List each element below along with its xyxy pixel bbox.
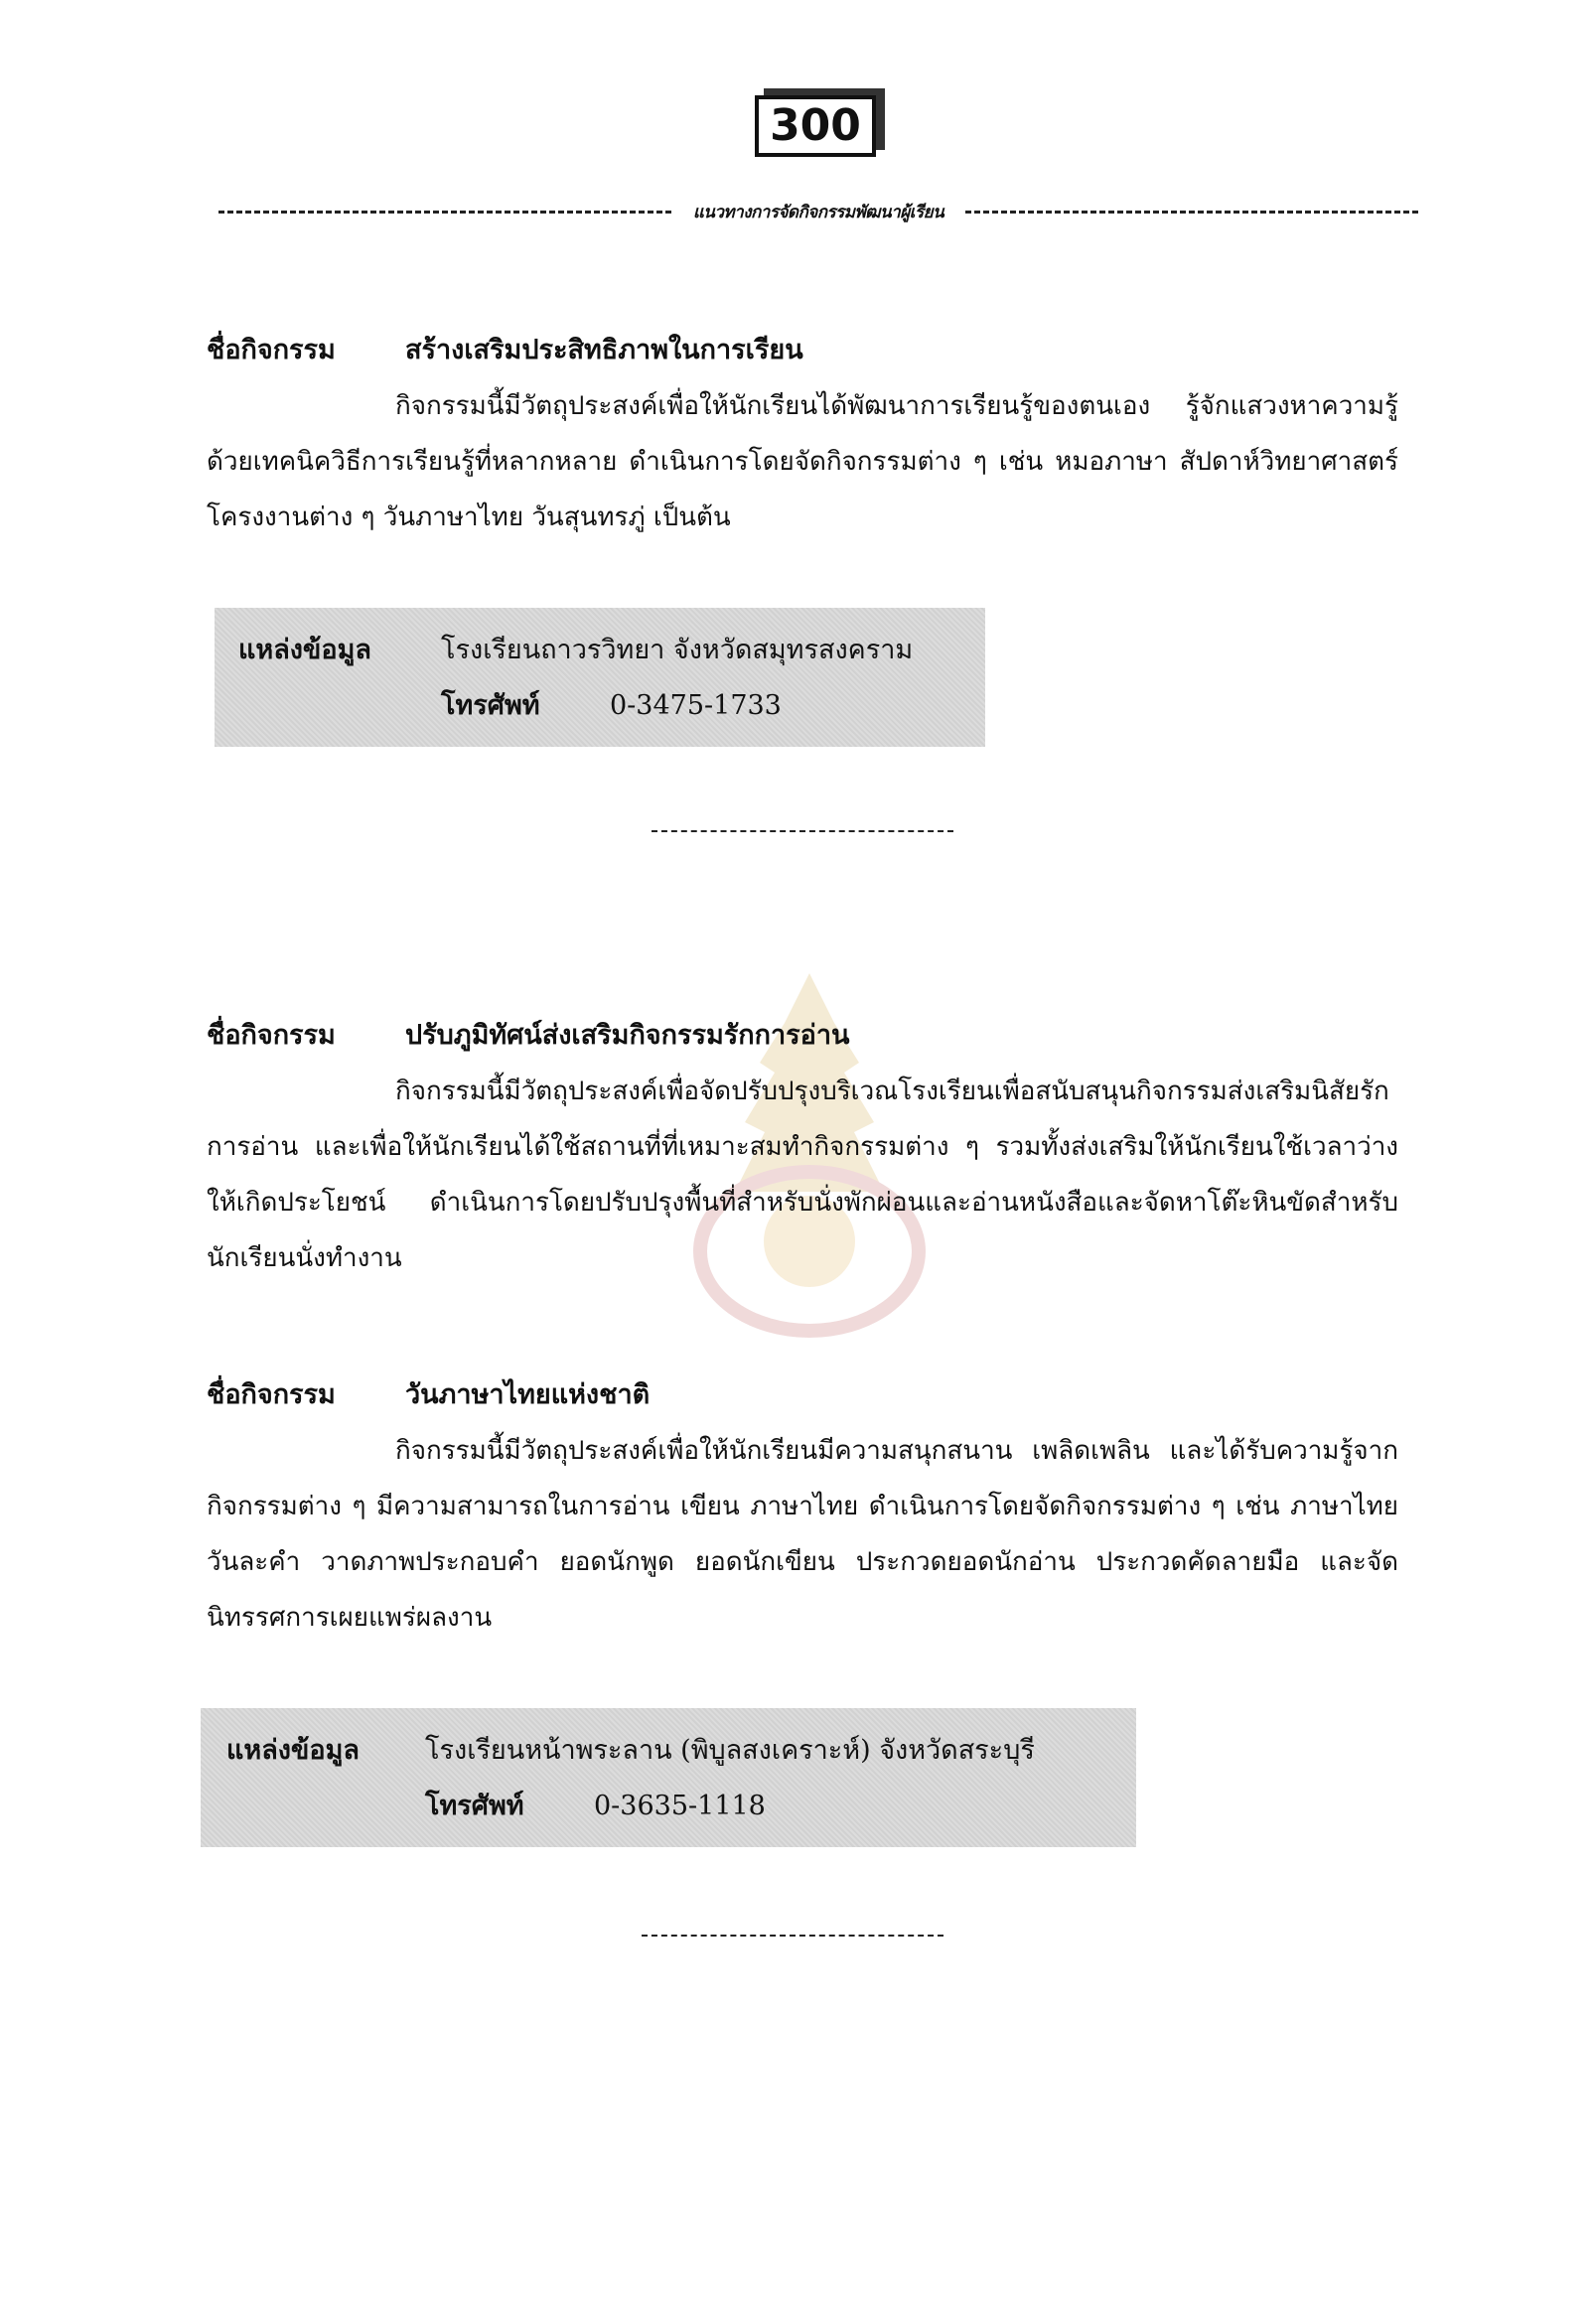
activity-1 xyxy=(207,328,1398,545)
activity-label: ชื่อกิจกรรม xyxy=(207,335,336,365)
source-label: แหล่งข้อมูล xyxy=(238,635,371,665)
activity-description: กิจกรรมนี้มีวัตถุประสงค์เพื่อจัดปรับปรุงบริเวณโรงเรียนเพื่อสนับสนุนกิจกรรมส่งเสริมนิสัยรักการอ่าน และเพื่อให้นักเรียนได้ใช้สถานที่ที่เหมาะสมทำกิจกรรมต่าง ๆ รวมทั้งส่งเสริมให้นักเรียนใช้เวลาว่างให้เกิดประโยชน์ ดำเนินการโดยปรับปรุงพื้นที่สำหรับนั่งพักผ่อนและอ่านหนังสือและจัดหาโต๊ะหินขัดสำหรับนักเรียนนั่งทำงาน xyxy=(207,1077,1398,1273)
activity-name: สร้างเสริมประสิทธิภาพในการเรียน xyxy=(405,335,803,365)
source-school: โรงเรียนหน้าพระลาน (พิบูลสงเคราะห์) จังหวัดสระบุรี xyxy=(425,1735,1035,1766)
section-separator xyxy=(652,830,953,832)
section-separator xyxy=(642,1935,943,1937)
page-number: 300 xyxy=(755,95,876,157)
activity-heading xyxy=(207,1013,1398,1056)
source-phone: 0-3635-1118 xyxy=(594,1791,766,1821)
source-school: โรงเรียนถาวรวิทยา จังหวัดสมุทรสงคราม xyxy=(441,635,914,665)
activity-description: กิจกรรมนี้มีวัตถุประสงค์เพื่อให้นักเรียนได้พัฒนาการเรียนรู้ของตนเอง รู้จักแสวงหาความรู้ด้วยเทคนิควิธีการเรียนรู้ที่หลากหลาย ดำเนินการโดยจัดกิจกรรมต่าง ๆ เช่น หมอภาษา สัปดาห์วิทยาศาสตร์ โครงงานต่าง ๆ วันภาษาไทย วันสุนทรภู่ เป็นต้น xyxy=(207,391,1398,532)
activity-name: วันภาษาไทยแห่งชาติ xyxy=(405,1379,651,1410)
phone-label: โทรศัพท์ xyxy=(441,690,540,721)
activity-3 xyxy=(207,1372,1398,1646)
activity-heading xyxy=(207,328,1398,370)
header-rule-right xyxy=(965,211,1418,214)
source-label: แหล่งข้อมูล xyxy=(226,1735,360,1766)
activity-heading xyxy=(207,1372,1398,1415)
source-box-1 xyxy=(215,608,985,747)
source-box-2 xyxy=(201,1708,1136,1847)
activity-name: ปรับภูมิทัศน์ส่งเสริมกิจกรรมรักการอ่าน xyxy=(405,1020,850,1051)
header-title: แนวทางการจัดกิจกรรมพัฒนาผู้เรียน xyxy=(692,202,944,222)
activity-description: กิจกรรมนี้มีวัตถุประสงค์เพื่อให้นักเรียนมีความสนุกสนาน เพลิดเพลิน และได้รับความรู้จากกิจกรรมต่าง ๆ มีความสามารถในการอ่าน เขียน ภาษาไทย ดำเนินการโดยจัดกิจกรรมต่าง ๆ เช่น ภาษาไทยวันละคำ วาดภาพประกอบคำ ยอดนักพูด ยอดนักเขียน ประกวดยอดนักอ่าน ประกวดคัดลายมือ และจัดนิทรรศการเผยแพร่ผลงาน xyxy=(207,1436,1398,1633)
activity-label: ชื่อกิจกรรม xyxy=(207,1020,336,1051)
activity-label: ชื่อกิจกรรม xyxy=(207,1379,336,1410)
activity-2 xyxy=(207,1013,1398,1286)
running-header xyxy=(218,197,1418,226)
source-phone: 0-3475-1733 xyxy=(610,690,782,721)
phone-label: โทรศัพท์ xyxy=(425,1791,524,1821)
header-rule-left xyxy=(218,211,671,214)
